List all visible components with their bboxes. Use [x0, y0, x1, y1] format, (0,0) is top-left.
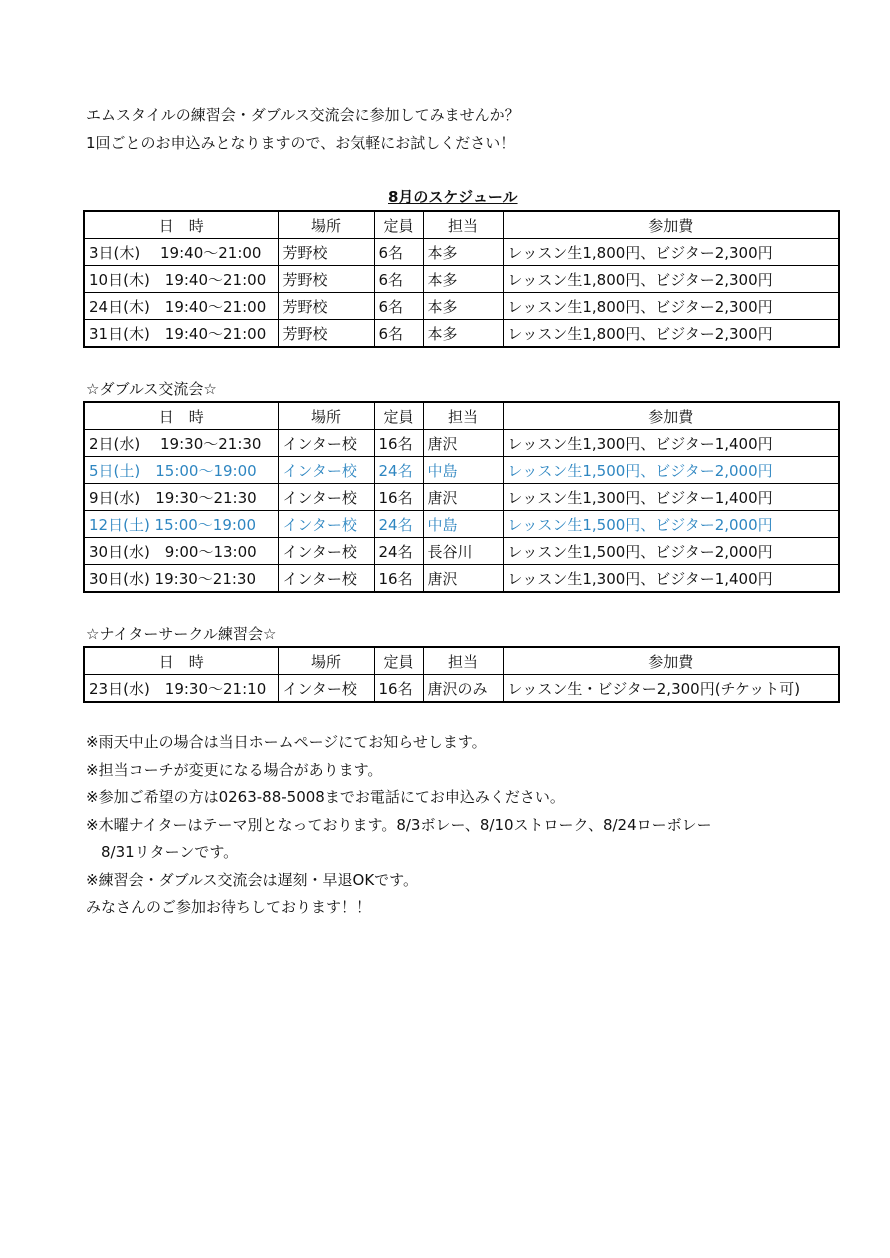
header-capacity: 定員 — [374, 647, 423, 675]
cell-date: 3日(木) 19:40〜21:00 — [84, 239, 278, 266]
cell-staff: 唐沢のみ — [423, 675, 503, 703]
cell-place: 芳野校 — [278, 239, 374, 266]
cell-staff: 本多 — [423, 239, 503, 266]
cell-place: 芳野校 — [278, 293, 374, 320]
cell-staff: 本多 — [423, 293, 503, 320]
practice-table — [83, 210, 840, 348]
table-row — [84, 484, 839, 511]
cell-place: インター校 — [278, 511, 374, 538]
header-place: 場所 — [278, 402, 374, 430]
table-header-row — [84, 402, 839, 430]
cell-capacity: 24名 — [374, 511, 423, 538]
table-row — [84, 511, 839, 538]
cell-date: 30日(水) 19:30〜21:30 — [84, 565, 278, 593]
cell-place: インター校 — [278, 565, 374, 593]
note-line: 8/31リターンです。 — [86, 843, 239, 861]
cell-place: インター校 — [278, 484, 374, 511]
practice-heading: 8月のスケジュール — [388, 188, 518, 206]
cell-staff: 本多 — [423, 266, 503, 293]
cell-staff: 唐沢 — [423, 430, 503, 457]
cell-capacity: 24名 — [374, 457, 423, 484]
header-date: 日 時 — [84, 211, 278, 239]
cell-date: 5日(土) 15:00〜19:00 — [84, 457, 278, 484]
cell-place: 芳野校 — [278, 266, 374, 293]
table-row — [84, 565, 839, 593]
cell-capacity: 16名 — [374, 484, 423, 511]
header-staff: 担当 — [423, 402, 503, 430]
note-line: ※参加ご希望の方は0263-88-5008までお電話にてお申込みください。 — [86, 788, 565, 806]
cell-place: インター校 — [278, 430, 374, 457]
table-row — [84, 266, 839, 293]
doubles-heading: ☆ダブルス交流会☆ — [86, 380, 217, 398]
header-staff: 担当 — [423, 211, 503, 239]
cell-fee: レッスン生1,300円、ビジター1,400円 — [503, 430, 839, 457]
cell-date: 31日(木) 19:40〜21:00 — [84, 320, 278, 348]
cell-fee: レッスン生1,800円、ビジター2,300円 — [503, 266, 839, 293]
table-row — [84, 430, 839, 457]
table-row — [84, 457, 839, 484]
cell-fee: レッスン生1,300円、ビジター1,400円 — [503, 565, 839, 593]
header-staff: 担当 — [423, 647, 503, 675]
cell-place: インター校 — [278, 675, 374, 703]
header-place: 場所 — [278, 647, 374, 675]
intro-line-2: 1回ごとのお申込みとなりますので、お気軽にお試しください！ — [86, 134, 516, 152]
cell-staff: 唐沢 — [423, 484, 503, 511]
cell-place: インター校 — [278, 457, 374, 484]
cell-place: インター校 — [278, 538, 374, 565]
cell-capacity: 6名 — [374, 239, 423, 266]
cell-fee: レッスン生・ビジター2,300円(チケット可) — [503, 675, 839, 703]
cell-staff: 中島 — [423, 511, 503, 538]
table-row — [84, 675, 839, 703]
cell-capacity: 6名 — [374, 320, 423, 348]
header-place: 場所 — [278, 211, 374, 239]
cell-date: 9日(水) 19:30〜21:30 — [84, 484, 278, 511]
cell-fee: レッスン生1,500円、ビジター2,000円 — [503, 511, 839, 538]
table-row — [84, 239, 839, 266]
table-row — [84, 320, 839, 348]
cell-date: 23日(水) 19:30〜21:10 — [84, 675, 278, 703]
cell-staff: 中島 — [423, 457, 503, 484]
cell-fee: レッスン生1,500円、ビジター2,000円 — [503, 457, 839, 484]
cell-capacity: 16名 — [374, 430, 423, 457]
table-row — [84, 293, 839, 320]
cell-date: 2日(水) 19:30〜21:30 — [84, 430, 278, 457]
cell-fee: レッスン生1,500円、ビジター2,000円 — [503, 538, 839, 565]
header-date: 日 時 — [84, 402, 278, 430]
cell-staff: 長谷川 — [423, 538, 503, 565]
doubles-table — [83, 401, 840, 593]
cell-capacity: 6名 — [374, 266, 423, 293]
header-date: 日 時 — [84, 647, 278, 675]
table-header-row — [84, 211, 839, 239]
cell-date: 24日(木) 19:40〜21:00 — [84, 293, 278, 320]
cell-capacity: 16名 — [374, 565, 423, 593]
header-fee: 参加費 — [503, 402, 839, 430]
cell-staff: 唐沢 — [423, 565, 503, 593]
note-line: ※雨天中止の場合は当日ホームページにてお知らせします。 — [86, 733, 487, 751]
cell-fee: レッスン生1,300円、ビジター1,400円 — [503, 484, 839, 511]
table-header-row — [84, 647, 839, 675]
note-line: ※担当コーチが変更になる場合があります。 — [86, 760, 383, 779]
note-line: みなさんのご参加お待ちしております！！ — [86, 898, 372, 916]
cell-date: 10日(木) 19:40〜21:00 — [84, 266, 278, 293]
cell-place: 芳野校 — [278, 320, 374, 348]
cell-fee: レッスン生1,800円、ビジター2,300円 — [503, 293, 839, 320]
nighter-table — [83, 646, 840, 703]
cell-capacity: 16名 — [374, 675, 423, 703]
intro-line-1: エムスタイルの練習会・ダブルス交流会に参加してみませんか？ — [86, 106, 520, 124]
note-line: ※練習会・ダブルス交流会は遅刻・早退OKです。 — [86, 870, 418, 889]
note-line: ※木曜ナイターはテーマ別となっております。8/3ボレー、8/10ストローク、8/24ローボレー — [86, 815, 712, 834]
cell-date: 30日(水) 9:00〜13:00 — [84, 538, 278, 565]
header-capacity: 定員 — [374, 211, 423, 239]
nighter-heading: ☆ナイターサークル練習会☆ — [86, 625, 277, 643]
cell-fee: レッスン生1,800円、ビジター2,300円 — [503, 239, 839, 266]
cell-fee: レッスン生1,800円、ビジター2,300円 — [503, 320, 839, 348]
header-capacity: 定員 — [374, 402, 423, 430]
cell-date: 12日(土) 15:00〜19:00 — [84, 511, 278, 538]
cell-staff: 本多 — [423, 320, 503, 348]
header-fee: 参加費 — [503, 647, 839, 675]
table-row — [84, 538, 839, 565]
cell-capacity: 24名 — [374, 538, 423, 565]
header-fee: 参加費 — [503, 211, 839, 239]
cell-capacity: 6名 — [374, 293, 423, 320]
